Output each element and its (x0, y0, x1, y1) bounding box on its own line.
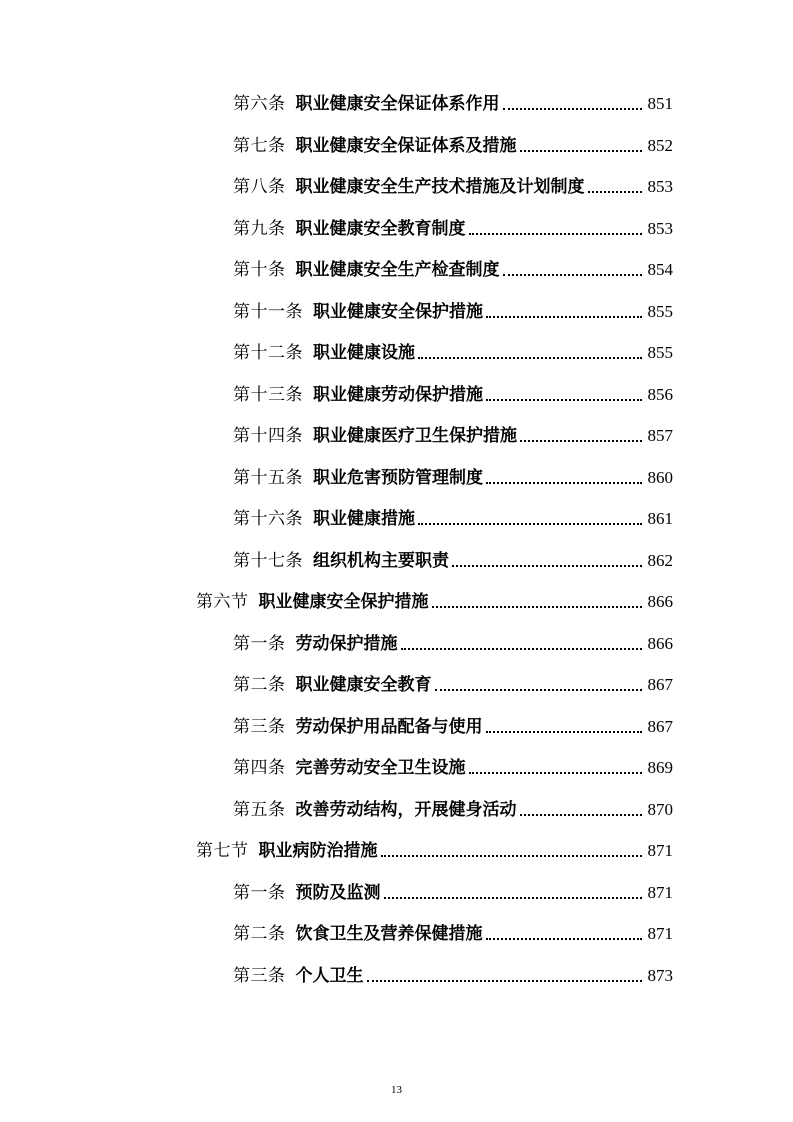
toc-entry[interactable] (233, 795, 673, 821)
toc-entry-page: 857 (647, 426, 673, 445)
toc-entry-label (233, 176, 585, 198)
toc-entry-number: 第八条 (233, 177, 286, 197)
toc-entry-number: 第二条 (233, 675, 286, 695)
toc-entry-number: 第一条 (233, 882, 286, 903)
toc-entry-title: 职业健康安全保护措施 (313, 301, 483, 322)
dot-leader (469, 233, 643, 235)
toc-entry-title: 职业健康措施 (313, 509, 415, 529)
toc-entry-label (233, 923, 483, 945)
toc-entry[interactable] (233, 421, 673, 447)
toc-entry-title: 职业健康安全教育 (295, 675, 432, 695)
toc-entry-title: 职业健康设施 (313, 343, 415, 363)
toc-entry[interactable] (233, 546, 673, 572)
dot-leader (418, 357, 642, 359)
toc-entry-page: 870 (647, 799, 673, 819)
toc-entry[interactable] (233, 131, 673, 157)
toc-entry-title: 组织机构主要职责 (313, 550, 449, 571)
toc-entry-number: 第十四条 (233, 426, 303, 446)
toc-entry-page: 862 (647, 550, 673, 570)
toc-entry-page: 867 (647, 675, 673, 694)
toc-entry-page: 851 (647, 94, 673, 113)
dot-leader (367, 980, 643, 982)
toc-entry-label (233, 882, 381, 904)
page-number: 13 (391, 1084, 402, 1096)
toc-entry-label (196, 840, 378, 862)
toc-entry-label (233, 799, 517, 821)
toc-entry-number: 第十三条 (233, 384, 303, 405)
toc-entry-number: 第九条 (233, 218, 286, 239)
toc-entry-title: 职业健康安全保证体系作用 (295, 94, 500, 114)
toc-entry-number: 第七条 (233, 135, 286, 156)
toc-entry-number: 第二条 (233, 924, 286, 944)
toc-entry-title: 职业健康医疗卫生保护措施 (313, 426, 517, 446)
toc-entry-label (233, 716, 483, 738)
dot-leader (486, 731, 643, 733)
toc-entry-page: 867 (647, 716, 673, 736)
toc-entry-title: 饮食卫生及营养保健措施 (295, 924, 483, 944)
toc-entry-title: 劳动保护用品配备与使用 (295, 716, 483, 737)
toc-entry[interactable] (233, 712, 673, 738)
dot-leader (588, 191, 643, 193)
toc-entry[interactable] (233, 670, 673, 696)
toc-entry[interactable] (233, 919, 673, 945)
toc-entry-title: 职业健康安全保证体系及措施 (295, 135, 517, 156)
toc-entry-label (233, 965, 364, 987)
toc-entry-page: 871 (647, 882, 673, 902)
toc-entry-page: 860 (647, 467, 673, 487)
dot-leader (384, 897, 643, 899)
toc-entry-number: 第十六条 (233, 509, 303, 529)
toc-entry[interactable] (233, 629, 673, 655)
toc-entry-page: 869 (647, 758, 673, 777)
toc-entry[interactable] (233, 172, 673, 198)
toc-entry-number: 第十条 (233, 260, 286, 280)
toc-entry-number: 第七节 (196, 841, 249, 861)
toc-entry-number: 第六节 (196, 592, 249, 612)
dot-leader (381, 855, 643, 857)
toc-entry[interactable] (233, 338, 673, 364)
toc-entry-page: 853 (647, 177, 673, 196)
toc-entry[interactable] (233, 89, 673, 115)
toc-entry-label (233, 757, 466, 779)
dot-leader (503, 274, 643, 276)
toc-entry-label (233, 425, 517, 447)
toc-entry-title: 职业健康安全教育制度 (295, 218, 466, 239)
dot-leader (452, 565, 642, 567)
dot-leader (520, 814, 643, 816)
toc-entry-label (233, 384, 483, 406)
toc-entry-title: 个人卫生 (295, 965, 364, 986)
toc-entry-label (233, 218, 466, 240)
toc-entry-title: 完善劳动安全卫生设施 (295, 758, 466, 778)
toc-entry-page: 852 (647, 135, 673, 155)
toc-entry-title: 职业健康劳动保护措施 (313, 384, 483, 405)
toc-entry[interactable] (233, 753, 673, 779)
toc-entry-label (233, 467, 483, 489)
toc-entry-label (233, 633, 398, 655)
toc-entry-label (196, 591, 429, 613)
toc-entry-page: 866 (647, 633, 673, 653)
dot-leader (435, 689, 643, 691)
toc-entry-page: 873 (647, 965, 673, 985)
toc-entry-title: 职业健康安全保护措施 (258, 592, 429, 612)
toc-section-entry[interactable] (196, 587, 673, 613)
toc-entry-label (233, 259, 500, 281)
toc-entry-label (233, 301, 483, 323)
toc-entry[interactable] (233, 878, 673, 904)
toc-entry[interactable] (233, 380, 673, 406)
toc-entry-label (233, 508, 415, 530)
toc-entry-label (233, 93, 500, 115)
toc-section-entry[interactable] (196, 836, 673, 862)
toc-entry-label (233, 135, 517, 157)
toc-entry[interactable] (233, 255, 673, 281)
dot-leader (486, 482, 642, 484)
toc-entry-page: 854 (647, 260, 673, 279)
dot-leader (520, 440, 642, 442)
dot-leader (486, 316, 642, 318)
toc-entry-title: 职业危害预防管理制度 (313, 467, 483, 488)
dot-leader (520, 150, 643, 152)
toc-entry-title: 劳动保护措施 (295, 633, 398, 654)
dot-leader (486, 399, 642, 401)
toc-entry-number: 第五条 (233, 799, 286, 820)
toc-entry-label (233, 342, 415, 364)
toc-entry-label (233, 550, 449, 572)
toc-entry-page: 855 (647, 343, 673, 362)
dot-leader (418, 523, 642, 525)
toc-entry-title: 职业健康安全生产检查制度 (295, 260, 500, 280)
toc-entry-page: 856 (647, 384, 673, 404)
toc-entry-page: 861 (647, 509, 673, 528)
toc-entry-title: 职业病防治措施 (258, 841, 378, 861)
toc-entry-number: 第十五条 (233, 467, 303, 488)
toc-entry[interactable] (233, 504, 673, 530)
toc-entry-label (233, 674, 432, 696)
toc-entry[interactable] (233, 463, 673, 489)
dot-leader (401, 648, 643, 650)
toc-entry[interactable] (233, 297, 673, 323)
toc-entry-number: 第六条 (233, 94, 286, 114)
toc-entry-page: 855 (647, 301, 673, 321)
dot-leader (503, 108, 643, 110)
toc-entry-number: 第十七条 (233, 550, 303, 571)
toc-entry-page: 853 (647, 218, 673, 238)
toc-entry-page: 866 (647, 592, 673, 611)
toc-entry-page: 871 (647, 841, 673, 860)
toc-entry-number: 第十一条 (233, 301, 303, 322)
dot-leader (486, 938, 643, 940)
dot-leader (432, 606, 643, 608)
toc-entry-title: 职业健康安全生产技术措施及计划制度 (295, 177, 585, 197)
toc-entry[interactable] (233, 961, 673, 987)
toc-entry[interactable] (233, 214, 673, 240)
toc-entry-number: 第三条 (233, 965, 286, 986)
toc-entry-page: 871 (647, 924, 673, 943)
toc-entry-title: 预防及监测 (295, 882, 381, 903)
dot-leader (469, 772, 643, 774)
toc-entry-number: 第一条 (233, 633, 286, 654)
toc-entry-number: 第十二条 (233, 343, 303, 363)
toc-entry-number: 第四条 (233, 758, 286, 778)
toc-entry-title: 改善劳动结构，开展健身活动 (295, 799, 517, 820)
toc-entry-number: 第三条 (233, 716, 286, 737)
